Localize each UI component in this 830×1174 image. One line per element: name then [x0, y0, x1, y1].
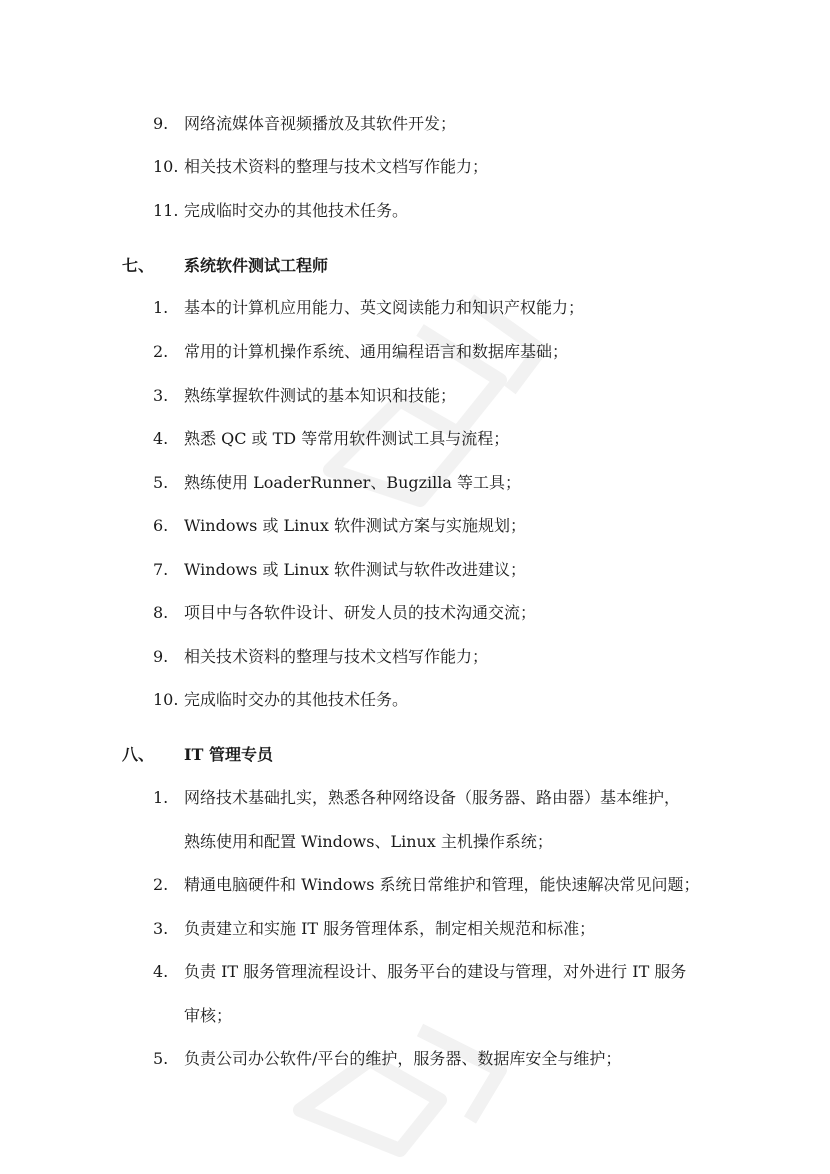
item-number: 10. — [153, 690, 179, 709]
item-text: Windows 或 Linux 软件测试方案与实施规划； — [184, 516, 527, 535]
item-number: 7. — [153, 560, 169, 579]
item-text: 熟悉 QC 或 TD 等常用软件测试工具与流程； — [184, 429, 510, 448]
item-text: 网络流媒体音视频播放及其软件开发； — [184, 114, 457, 133]
section-number: 七、 — [122, 256, 155, 275]
item-number: 4. — [153, 962, 169, 981]
section-title: IT 管理专员 — [184, 745, 273, 764]
item-text: 相关技术资料的整理与技术文档写作能力； — [184, 647, 489, 666]
item-number: 8. — [153, 603, 169, 622]
item-number: 1. — [153, 298, 169, 317]
item-text: 网络技术基础扎实，熟悉各种网络设备（服务器、路由器）基本维护， — [184, 788, 681, 807]
item-text: 审核； — [184, 1006, 233, 1025]
item-text: 完成临时交办的其他技术任务。 — [184, 690, 409, 709]
item-text: 项目中与各软件设计、研发人员的技术沟通交流； — [184, 603, 537, 622]
item-number: 3. — [153, 386, 169, 405]
item-number: 2. — [153, 875, 169, 894]
item-number: 4. — [153, 429, 169, 448]
item-text: 负责 IT 服务管理流程设计、服务平台的建设与管理，对外进行 IT 服务 — [184, 962, 687, 981]
item-number: 9. — [153, 647, 169, 666]
item-text: 精通电脑硬件和 Windows 系统日常维护和管理，能快速解决常见问题； — [184, 875, 700, 894]
item-text: 熟练使用 LoaderRunner、Bugzilla 等工具； — [184, 473, 522, 492]
item-text: 基本的计算机应用能力、英文阅读能力和知识产权能力； — [184, 298, 585, 317]
item-text: 完成临时交办的其他技术任务。 — [184, 201, 409, 220]
item-text: 熟练使用和配置 Windows、Linux 主机操作系统； — [184, 832, 553, 851]
item-number: 10. — [153, 157, 179, 176]
item-number: 2. — [153, 342, 169, 361]
item-number: 5. — [153, 1049, 169, 1068]
item-number: 3. — [153, 919, 169, 938]
item-text: 负责建立和实施 IT 服务管理体系，制定相关规范和标准； — [184, 919, 596, 938]
section-title: 系统软件测试工程师 — [184, 256, 329, 275]
item-number: 6. — [153, 516, 169, 535]
item-number: 5. — [153, 473, 169, 492]
item-number: 9. — [153, 114, 169, 133]
item-text: Windows 或 Linux 软件测试与软件改进建议； — [184, 560, 527, 579]
item-number: 1. — [153, 788, 169, 807]
item-text: 相关技术资料的整理与技术文档写作能力； — [184, 157, 489, 176]
section-number: 八、 — [122, 745, 155, 764]
item-text: 负责公司办公软件/平台的维护，服务器、数据库安全与维护； — [184, 1049, 622, 1068]
item-number: 11. — [153, 201, 179, 220]
item-text: 熟练掌握软件测试的基本知识和技能； — [184, 386, 457, 405]
item-text: 常用的计算机操作系统、通用编程语言和数据库基础； — [184, 342, 569, 361]
